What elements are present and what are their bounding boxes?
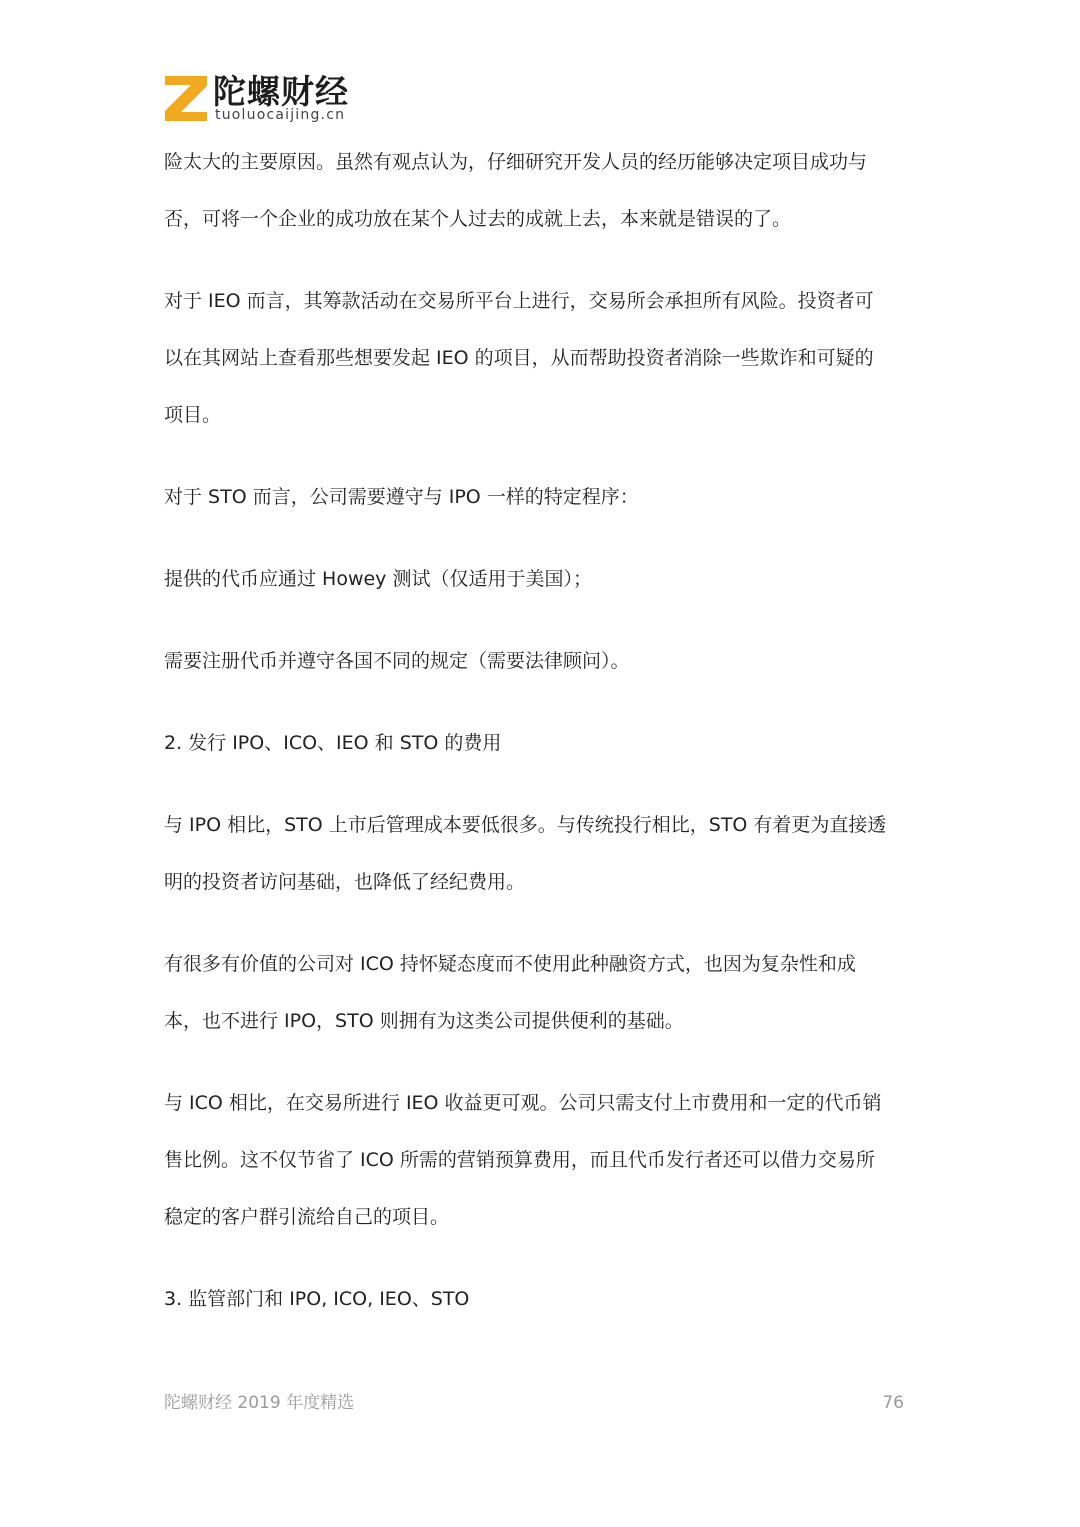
- body-line: 明的投资者访问基础，也降低了经纪费用。: [164, 871, 526, 893]
- body-line: 本，也不进行 IPO，STO 则拥有为这类公司提供便利的基础。: [164, 1010, 684, 1032]
- body-line: 对于 STO 而言，公司需要遵守与 IPO 一样的特定程序：: [164, 486, 639, 508]
- body-line: 有很多有价值的公司对 ICO 持怀疑态度而不使用此种融资方式，也因为复杂性和成: [164, 953, 856, 975]
- brand-logo: [163, 74, 363, 126]
- body-line: 提供的代币应通过 Howey 测试（仅适用于美国）；: [164, 568, 592, 590]
- body-line: 与 IPO 相比，STO 上市后管理成本要低很多。与传统投行相比，STO 有着更为直接透: [164, 814, 887, 836]
- body-line: 稳定的客户群引流给自己的项目。: [164, 1206, 450, 1228]
- section-heading: 2. 发行 IPO、ICO、IEO 和 STO 的费用: [164, 732, 502, 754]
- section-heading: 3. 监管部门和 IPO, ICO, IEO、STO: [164, 1288, 470, 1310]
- body-line: 对于 IEO 而言，其筹款活动在交易所平台上进行，交易所会承担所有风险。投资者可: [164, 290, 874, 312]
- page-number: 76: [882, 1393, 904, 1413]
- body-line: 与 ICO 相比，在交易所进行 IEO 收益更可观。公司只需支付上市费用和一定的代币销: [164, 1092, 882, 1114]
- body-line: 险太大的主要原因。虽然有观点认为，仔细研究开发人员的经历能够决定项目成功与: [164, 151, 868, 173]
- body-line: 项目。: [164, 404, 222, 426]
- z-logo-icon: [163, 74, 209, 122]
- logo-name: 陀螺财经: [213, 72, 349, 111]
- body-line: 需要注册代币并遵守各国不同的规定（需要法律顾问）。: [164, 650, 630, 672]
- body-line: 以在其网站上查看那些想要发起 IEO 的项目，从而帮助投资者消除一些欺诈和可疑的: [164, 347, 874, 369]
- logo-url: tuoluocaijing.cn: [215, 107, 346, 123]
- body-line: 售比例。这不仅节省了 ICO 所需的营销预算费用，而且代币发行者还可以借力交易所: [164, 1149, 875, 1171]
- footer-publication: 陀螺财经 2019 年度精选: [164, 1393, 355, 1413]
- body-line: 否，可将一个企业的成功放在某个人过去的成就上去，本来就是错误的了。: [164, 208, 792, 230]
